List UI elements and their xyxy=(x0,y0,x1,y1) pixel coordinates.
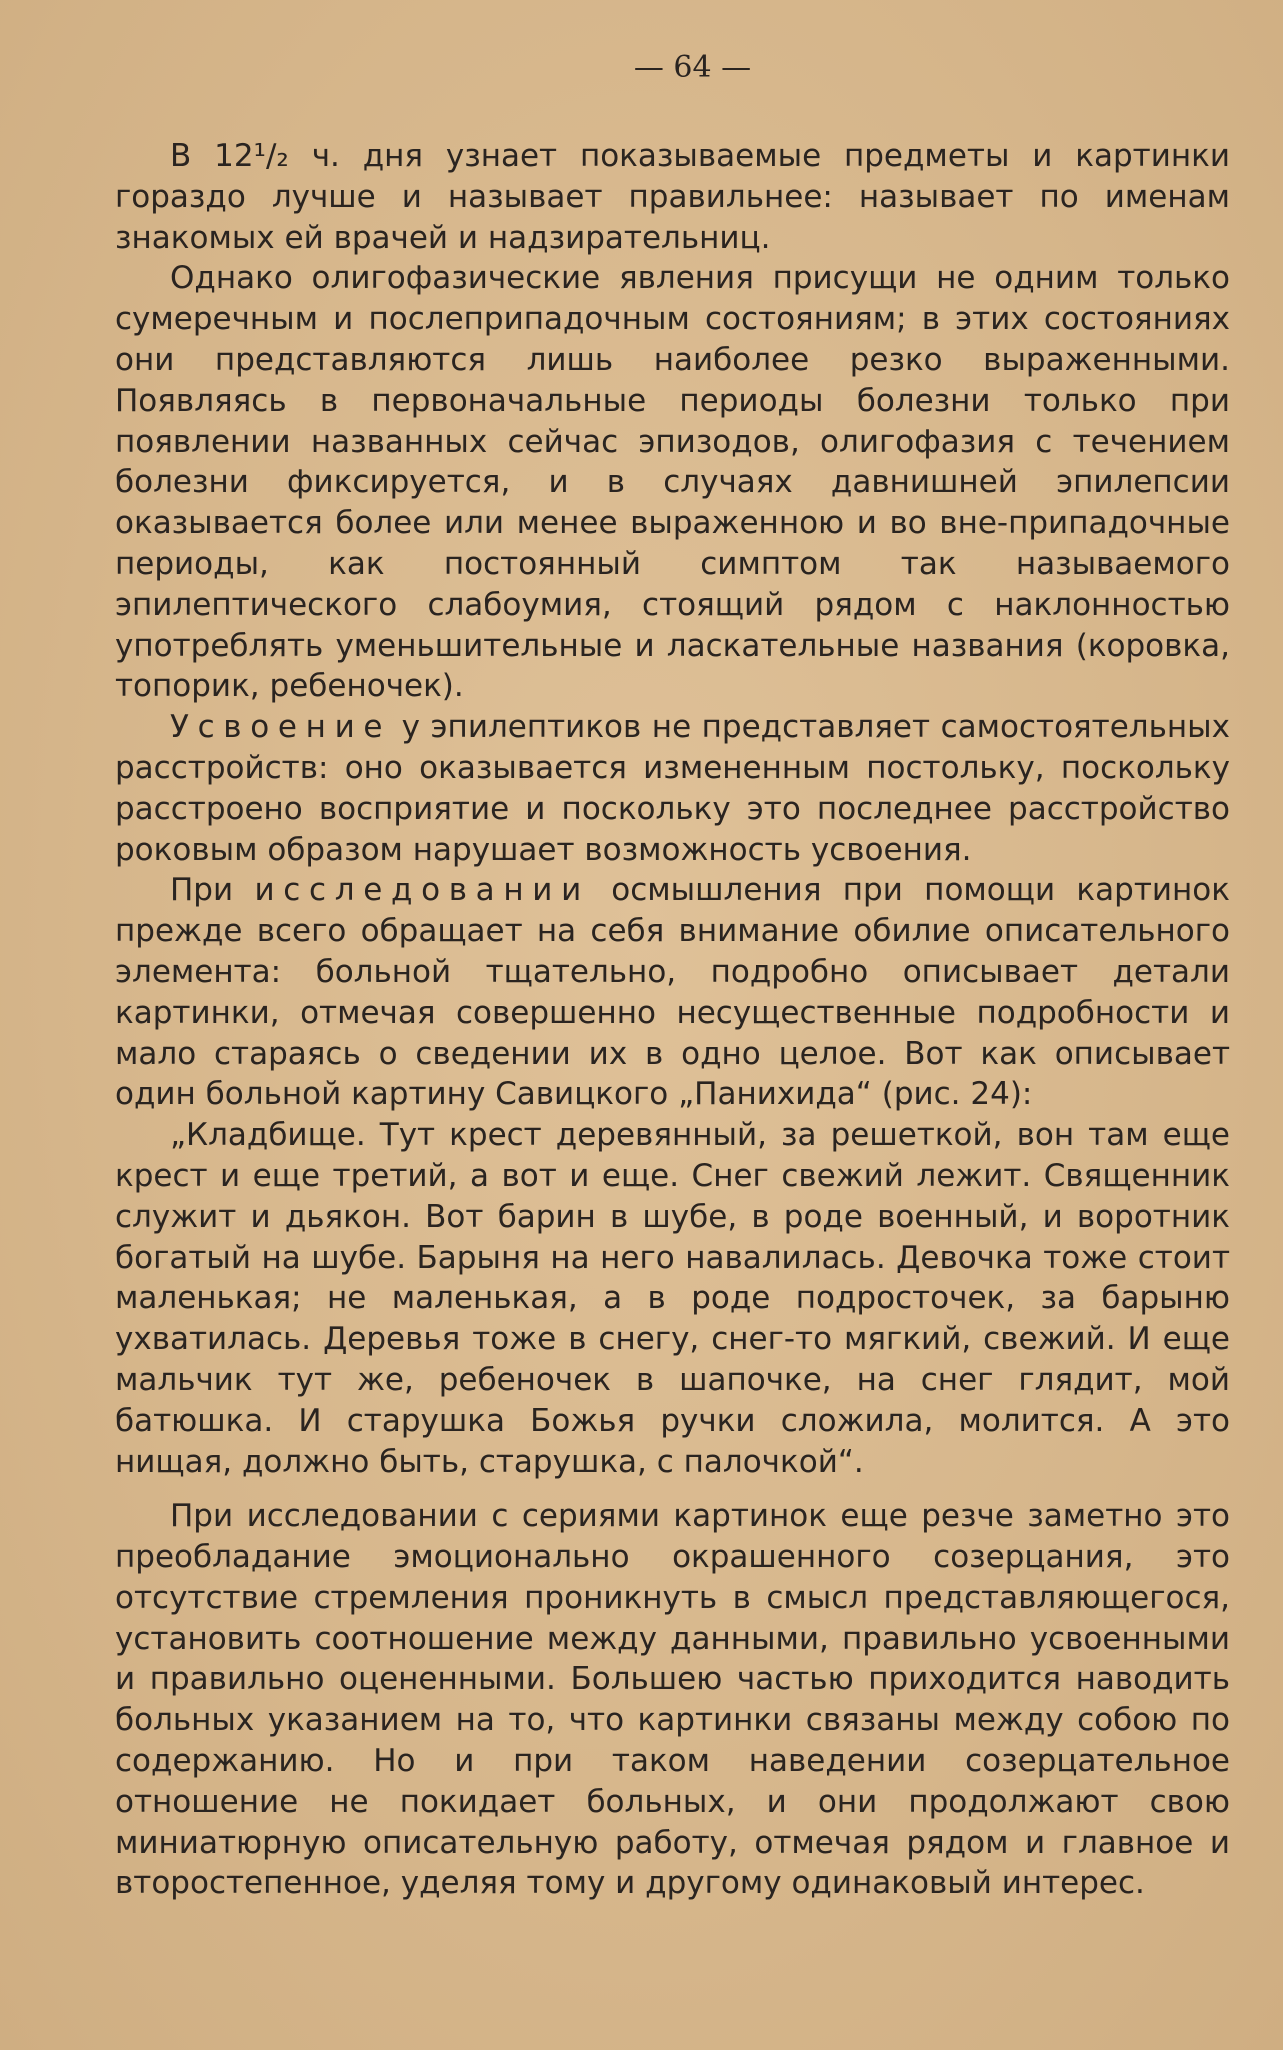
paragraph-2 xyxy=(115,258,1230,707)
spaced-term-issledovanii: исследовании xyxy=(254,872,590,909)
paragraph-6 xyxy=(115,1496,1230,1904)
paragraph-1 xyxy=(115,136,1230,258)
book-page xyxy=(115,48,1230,1904)
paragraph-4-lead: При xyxy=(170,872,255,909)
quotation-paragraph xyxy=(115,1115,1230,1482)
quotation-text: „Кладбище. Тут крест деревянный, за решеткой, вон там еще крест и еще третий, а вот и еще. Снег свежий лежит. Священник служит и дьякон. Вот барин в шубе, в роде военный, и воротник богатый на шубе. Барыня на него навалилась. Девочка тоже стоит маленькая; не маленькая, а в роде подросточек, за барыню ухватилась. Деревья тоже в снегу, снег-то мягкий, свежий. И еще мальчик тут же, ребеночек в шапочке, на снег глядит, мой батюшка. И старушка Божья ручки сложила, молится. А это нищая, должно быть, старушка, с палочкой“. xyxy=(115,1117,1230,1480)
page-number: — 64 — xyxy=(633,50,752,85)
paragraph-gap xyxy=(115,1482,1230,1496)
paragraph-6-text: При исследовании с сериями картинок еще резче заметно это преобладание эмоционально окрашенного созерцания, это отсутствие стремления проникнуть в смысл представляющегося, установить соотношение между данными, правильно усвоенными и правильно оцененными. Большею частью приходится наводить больных указанием на то, что картинки связаны между собою по содержанию. Но и при таком наведении созерцательное отношение не покидает больных, и они продолжают свою миниатюрную описательную работу, отмечая рядом и главное и второстепенное, уделяя тому и другому одинаковый интерес. xyxy=(115,1498,1230,1902)
paragraph-4 xyxy=(115,870,1230,1115)
paragraph-3-text: у эпилептиков не представляет самостоятельных расстройств: оно оказывается измененным постольку, поскольку расстроено восприятие и поскольку это последнее расстройство роковым образом нарушает возможность усвоения. xyxy=(115,709,1230,868)
paragraph-1-text: В 12¹/₂ ч. дня узнает показываемые предметы и картинки гораздо лучше и называет правильнее: называет по именам знакомых ей врачей и надзирательниц. xyxy=(115,138,1230,256)
paragraph-3 xyxy=(115,707,1230,870)
paragraph-2-text: Однако олигофазические явления присущи не одним только сумеречным и послеприпадочным состояниям; в этих состояниях они представляются лишь наиболее резко выраженными. Появляясь в первоначальные периоды болезни только при появлении названных сейчас эпизодов, олигофазия с течением болезни фиксируется, и в случаях давнишней эпилепсии оказывается более или менее выраженною и во вне-припадочные периоды, как постоянный симптом так называемого эпилептического слабоумия, стоящий рядом с наклонностью употреблять уменьшительные и ласкательные названия (коровка, топорик, ребеночек). xyxy=(115,260,1230,705)
paragraph-4-text: осмышления при помощи картинок прежде всего обращает на себя внимание обилие описательного элемента: больной тщательно, подробно описывает детали картинки, отмечая совершенно несущественные подробности и мало стараясь о сведении их в одно целое. Вот как описывает один больной картину Савицкого „Панихида“ (рис. 24): xyxy=(115,872,1230,1113)
spaced-term-usvoenie: Усвоение xyxy=(170,709,392,746)
